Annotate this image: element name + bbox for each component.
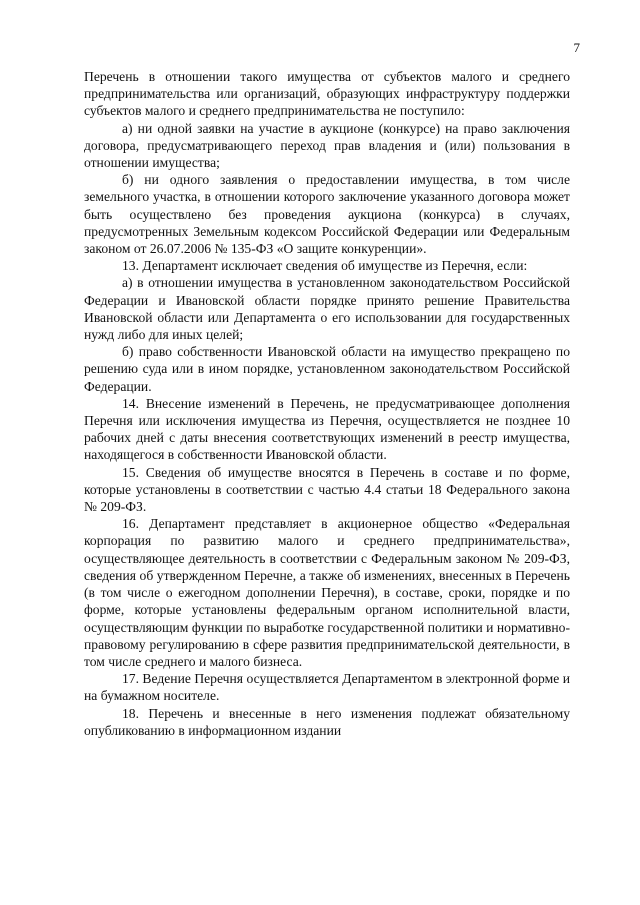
paragraph-18: 18. Перечень и внесенные в него изменения подлежат обязательному опубликованию в информационном издании [84, 705, 570, 738]
document-body [84, 68, 570, 739]
page-number: 7 [573, 40, 580, 55]
paragraph-16: 16. Департамент представляет в акционерное общество «Федеральная корпорация по развитию малого и среднего предпринимательства», осуществляющее деятельность в соответствии с Федеральным законом № 209-ФЗ, сведения об утвержденном Перечне, а также об изменениях, внесенных в Перечень (в том числе о ежегодном дополнении Перечня), в составе, сроки, порядке и по форме, которые установлены федеральным органом исполнительной власти, осуществляющим функции по выработке государственной политики и нормативно-правовому регулированию в сфере развития предпринимательской деятельности, в том числе среднего и малого бизнеса. [84, 516, 570, 669]
paragraph-12-continuation: Перечень в отношении такого имущества от субъектов малого и среднего предпринимательства или организаций, образующих инфраструктуру поддержки субъектов малого и среднего предпринимательства не поступило: [84, 69, 570, 119]
paragraph-14: 14. Внесение изменений в Перечень, не предусматривающее дополнения Перечня или исключения имущества из Перечня, осуществляется не позднее 10 рабочих дней с даты внесения соответствующих изменений в реестр имущества, находящегося в собственности Ивановской области. [84, 395, 570, 463]
paragraph-13: 13. Департамент исключает сведения об имуществе из Перечня, если: [122, 258, 528, 274]
paragraph-13-b: б) право собственности Ивановской области на имущество прекращено по решению суда или в ином порядке, установленном законодательством Российской Федерации. [84, 344, 570, 394]
paragraph-13-a: а) в отношении имущества в установленном законодательством Российской Федерации и Ивановской области порядке принято решение Правительства Ивановской области или Департамента о его использовании для государственных нужд либо для иных целей; [84, 275, 570, 343]
paragraph-15: 15. Сведения об имуществе вносятся в Перечень в составе и по форме, которые установлены в соответствии с частью 4.4 статьи 18 Федерального закона № 209-ФЗ. [84, 464, 570, 515]
paragraph-17: 17. Ведение Перечня осуществляется Департаментом в электронной форме и на бумажном носителе. [84, 671, 570, 704]
paragraph-12-b: б) ни одного заявления о предоставлении имущества, в том числе земельного участка, в отношении которого заключение указанного договора может быть осуществлено без проведения аукциона (конкурса) в случаях, предусмотренных Земельным кодексом Российской Федерации или Федеральным законом от 26.07.2006 № 135-ФЗ «О защите конкуренции». [84, 172, 570, 257]
paragraph-12-a: а) ни одной заявки на участие в аукционе (конкурсе) на право заключения договора, предусматривающего переход прав владения и (или) пользования в отношении имущества; [84, 120, 570, 171]
